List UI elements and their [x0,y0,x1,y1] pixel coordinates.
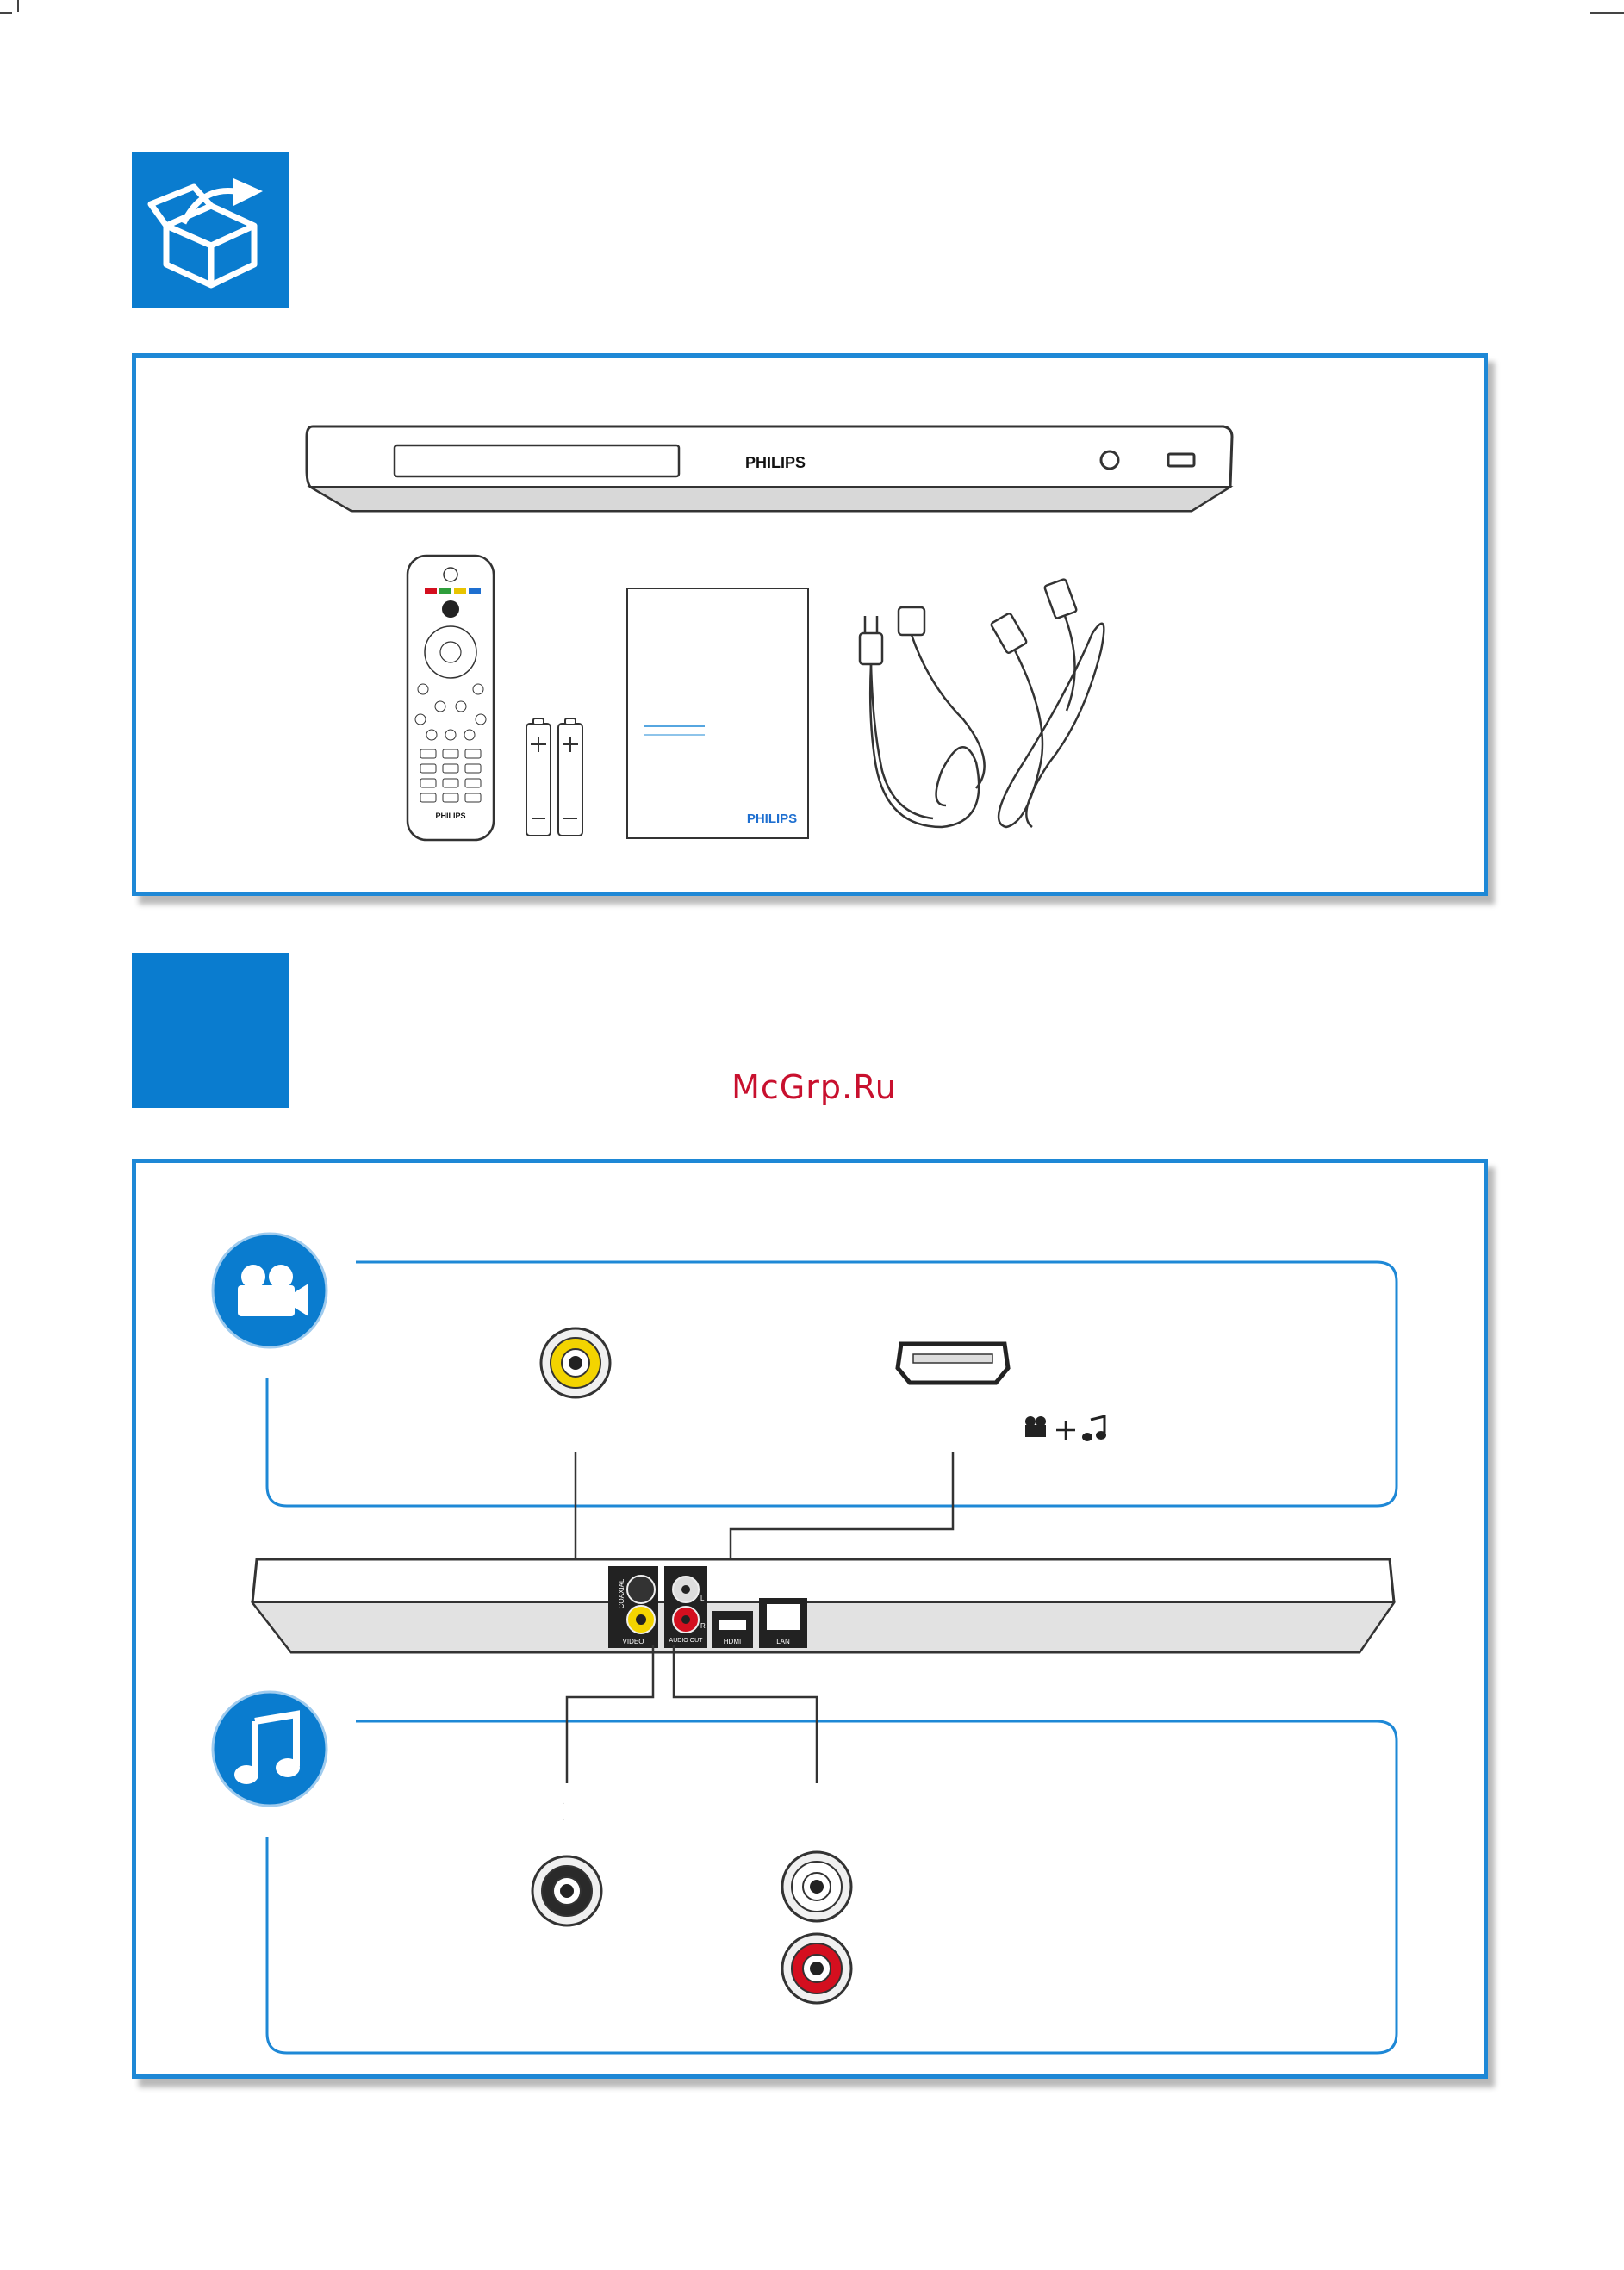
crop-mark-tr [1590,12,1624,14]
coaxial-audio-jack [532,1856,601,1925]
blu-ray-player [307,426,1232,511]
user-manual [627,588,808,838]
manual-brand: PHILIPS [746,812,798,826]
left-marker: L [700,1595,705,1602]
connection-diagram [136,1163,1484,2074]
music-note-icon [213,1692,327,1806]
box-unpack-icon [132,152,289,308]
hdmi-label: HDMI [723,1638,742,1645]
hdmi-cable [991,579,1104,827]
power-cord [860,607,985,827]
step2-icon-box [132,953,289,1108]
player-brand: PHILIPS [744,454,806,471]
analog-audio-right-jack [782,1934,851,2003]
box-contents-panel [132,353,1488,896]
connection-panel [132,1159,1488,2079]
box-contents-illustration [136,358,1484,892]
video-plus-audio-icon [1025,1416,1106,1441]
video-label: VIDEO [622,1638,644,1645]
composite-video-jack [541,1328,610,1397]
hdmi-socket [898,1344,1008,1383]
analog-audio-left-jack [782,1852,851,1921]
lan-label: LAN [776,1638,790,1645]
audio-cable-lines [567,1645,817,1783]
svg-text:·: · [562,1815,565,1825]
audio-out-label: AUDIO OUT [669,1638,703,1644]
batteries [526,718,582,836]
crop-mark-tl-v [17,0,19,12]
coaxial-label: COAXIAL [618,1578,625,1609]
remote-brand: PHILIPS [435,812,466,820]
svg-text:·: · [562,1799,565,1808]
remote-control [408,556,494,840]
step1-icon-box [132,152,289,308]
watermark: McGrp.Ru [731,1068,897,1106]
right-marker: R [700,1622,706,1630]
crop-mark-tl [0,12,12,14]
player-rear-panel [252,1559,1394,1652]
video-camera-icon [213,1234,327,1347]
